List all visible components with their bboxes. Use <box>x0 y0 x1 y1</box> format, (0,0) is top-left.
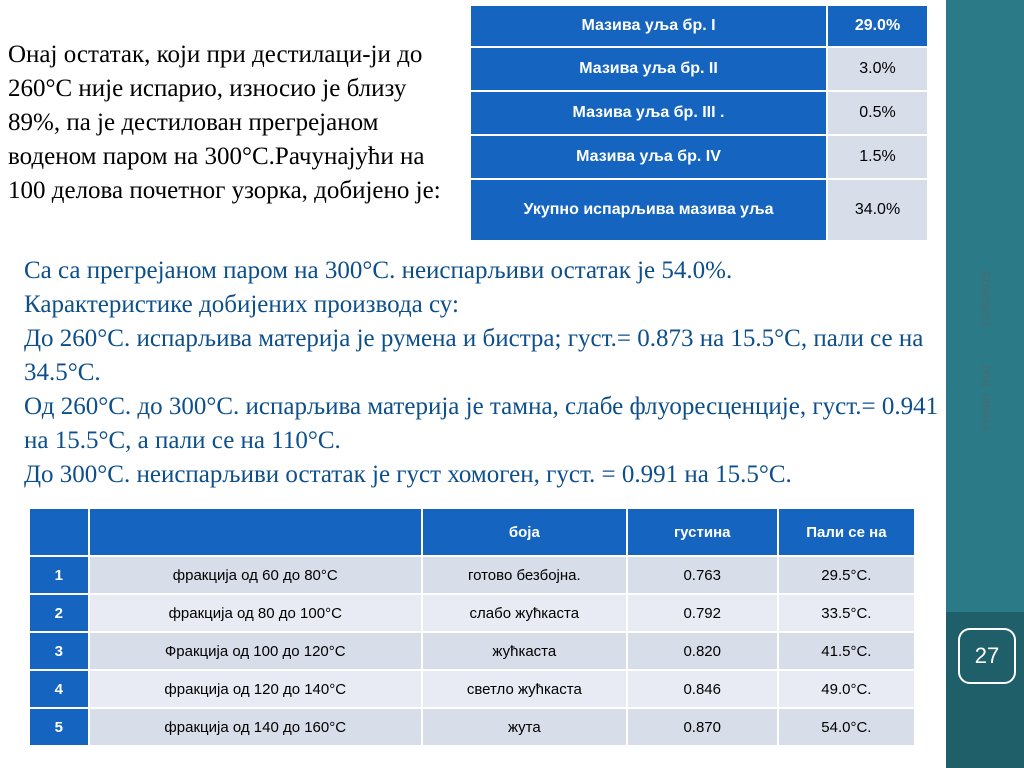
oil-value: 3.0% <box>827 47 928 91</box>
oil-label: Мазива уља бр. IV <box>470 135 827 179</box>
oil-label: Мазива уља бр. II <box>470 47 827 91</box>
row-number: 1 <box>29 556 89 594</box>
fraction-cell: Фракција од 100 до 120°C <box>89 632 422 670</box>
intro-paragraph: Онај остатак, који при дестилаци-ји до 260°C није испарио, износио је близу 89%, па је дестилован прегрејаном воденом паром на 300°C.Рачунајући на 100 делова почетног узорка, добијено је: <box>8 38 460 208</box>
body-line: Са са прегрејаном паром на 300°C. неиспарљиви остатак је 54.0%. <box>24 257 733 284</box>
column-header <box>29 508 89 556</box>
fraction-cell: фракција од 120 до 140°C <box>89 670 422 708</box>
fractions-table <box>28 507 916 747</box>
body-line: До 260°C. испарљива материја је румена и бистра; густ.= 0.873 на 15.5°C, пали се на 34.5°C. <box>24 325 924 386</box>
density-cell: 0.846 <box>627 670 778 708</box>
column-header: Пали се на <box>778 508 915 556</box>
table-row <box>29 632 915 670</box>
body-text <box>24 254 944 492</box>
flash-cell: 29.5°C. <box>778 556 915 594</box>
color-cell: слабо жућкаста <box>422 594 627 632</box>
table-row <box>29 708 915 746</box>
density-cell: 0.820 <box>627 632 778 670</box>
body-line: Од 260°C. до 300°C. испарљива материја је тамна, слабе флуоресценције, густ.= 0.941 на 15.5°C, а пали се на 110°C. <box>24 393 939 454</box>
row-number: 2 <box>29 594 89 632</box>
density-cell: 0.792 <box>627 594 778 632</box>
body-line: Карактеристике добијених производа су: <box>24 291 459 318</box>
oil-value: 29.0% <box>827 5 928 47</box>
oil-value: 0.5% <box>827 91 928 135</box>
column-header: боја <box>422 508 627 556</box>
color-cell: жућкаста <box>422 632 627 670</box>
fraction-cell: фракција од 80 до 100°C <box>89 594 422 632</box>
table-row <box>29 670 915 708</box>
oil-value: 1.5% <box>827 135 928 179</box>
density-cell: 0.763 <box>627 556 778 594</box>
oil-value: 34.0% <box>827 179 928 241</box>
oil-label: Мазива уља бр. III . <box>470 91 827 135</box>
density-cell: 0.870 <box>627 708 778 746</box>
table-row <box>470 5 928 47</box>
table-header-row <box>29 508 915 556</box>
row-number: 5 <box>29 708 89 746</box>
table-row <box>470 91 928 135</box>
oil-label: Мазива уља бр. I <box>470 5 827 47</box>
table-row <box>470 47 928 91</box>
table-row <box>29 594 915 632</box>
color-cell: светло жућкаста <box>422 670 627 708</box>
table-row <box>470 135 928 179</box>
lubricating-oils-table <box>469 4 929 242</box>
flash-cell: 41.5°C. <box>778 632 915 670</box>
table-row <box>29 556 915 594</box>
body-line: До 300°C. неиспарљиви остатак је густ хомоген, густ. = 0.991 на 15.5°C. <box>24 461 792 488</box>
slide-date: 12/8/2018 <box>978 270 993 328</box>
oil-label: Укупно испарљива мазива уља <box>470 179 827 241</box>
flash-cell: 49.0°C. <box>778 670 915 708</box>
column-header <box>89 508 422 556</box>
footer-text: Footer Text <box>978 365 993 430</box>
table-row <box>470 179 928 241</box>
color-cell: готово безбојна. <box>422 556 627 594</box>
row-number: 4 <box>29 670 89 708</box>
flash-cell: 33.5°C. <box>778 594 915 632</box>
fraction-cell: фракција од 140 до 160°C <box>89 708 422 746</box>
fraction-cell: фракција од 60 до 80°C <box>89 556 422 594</box>
page-number: 27 <box>958 628 1016 684</box>
row-number: 3 <box>29 632 89 670</box>
flash-cell: 54.0°C. <box>778 708 915 746</box>
column-header: густина <box>627 508 778 556</box>
color-cell: жута <box>422 708 627 746</box>
